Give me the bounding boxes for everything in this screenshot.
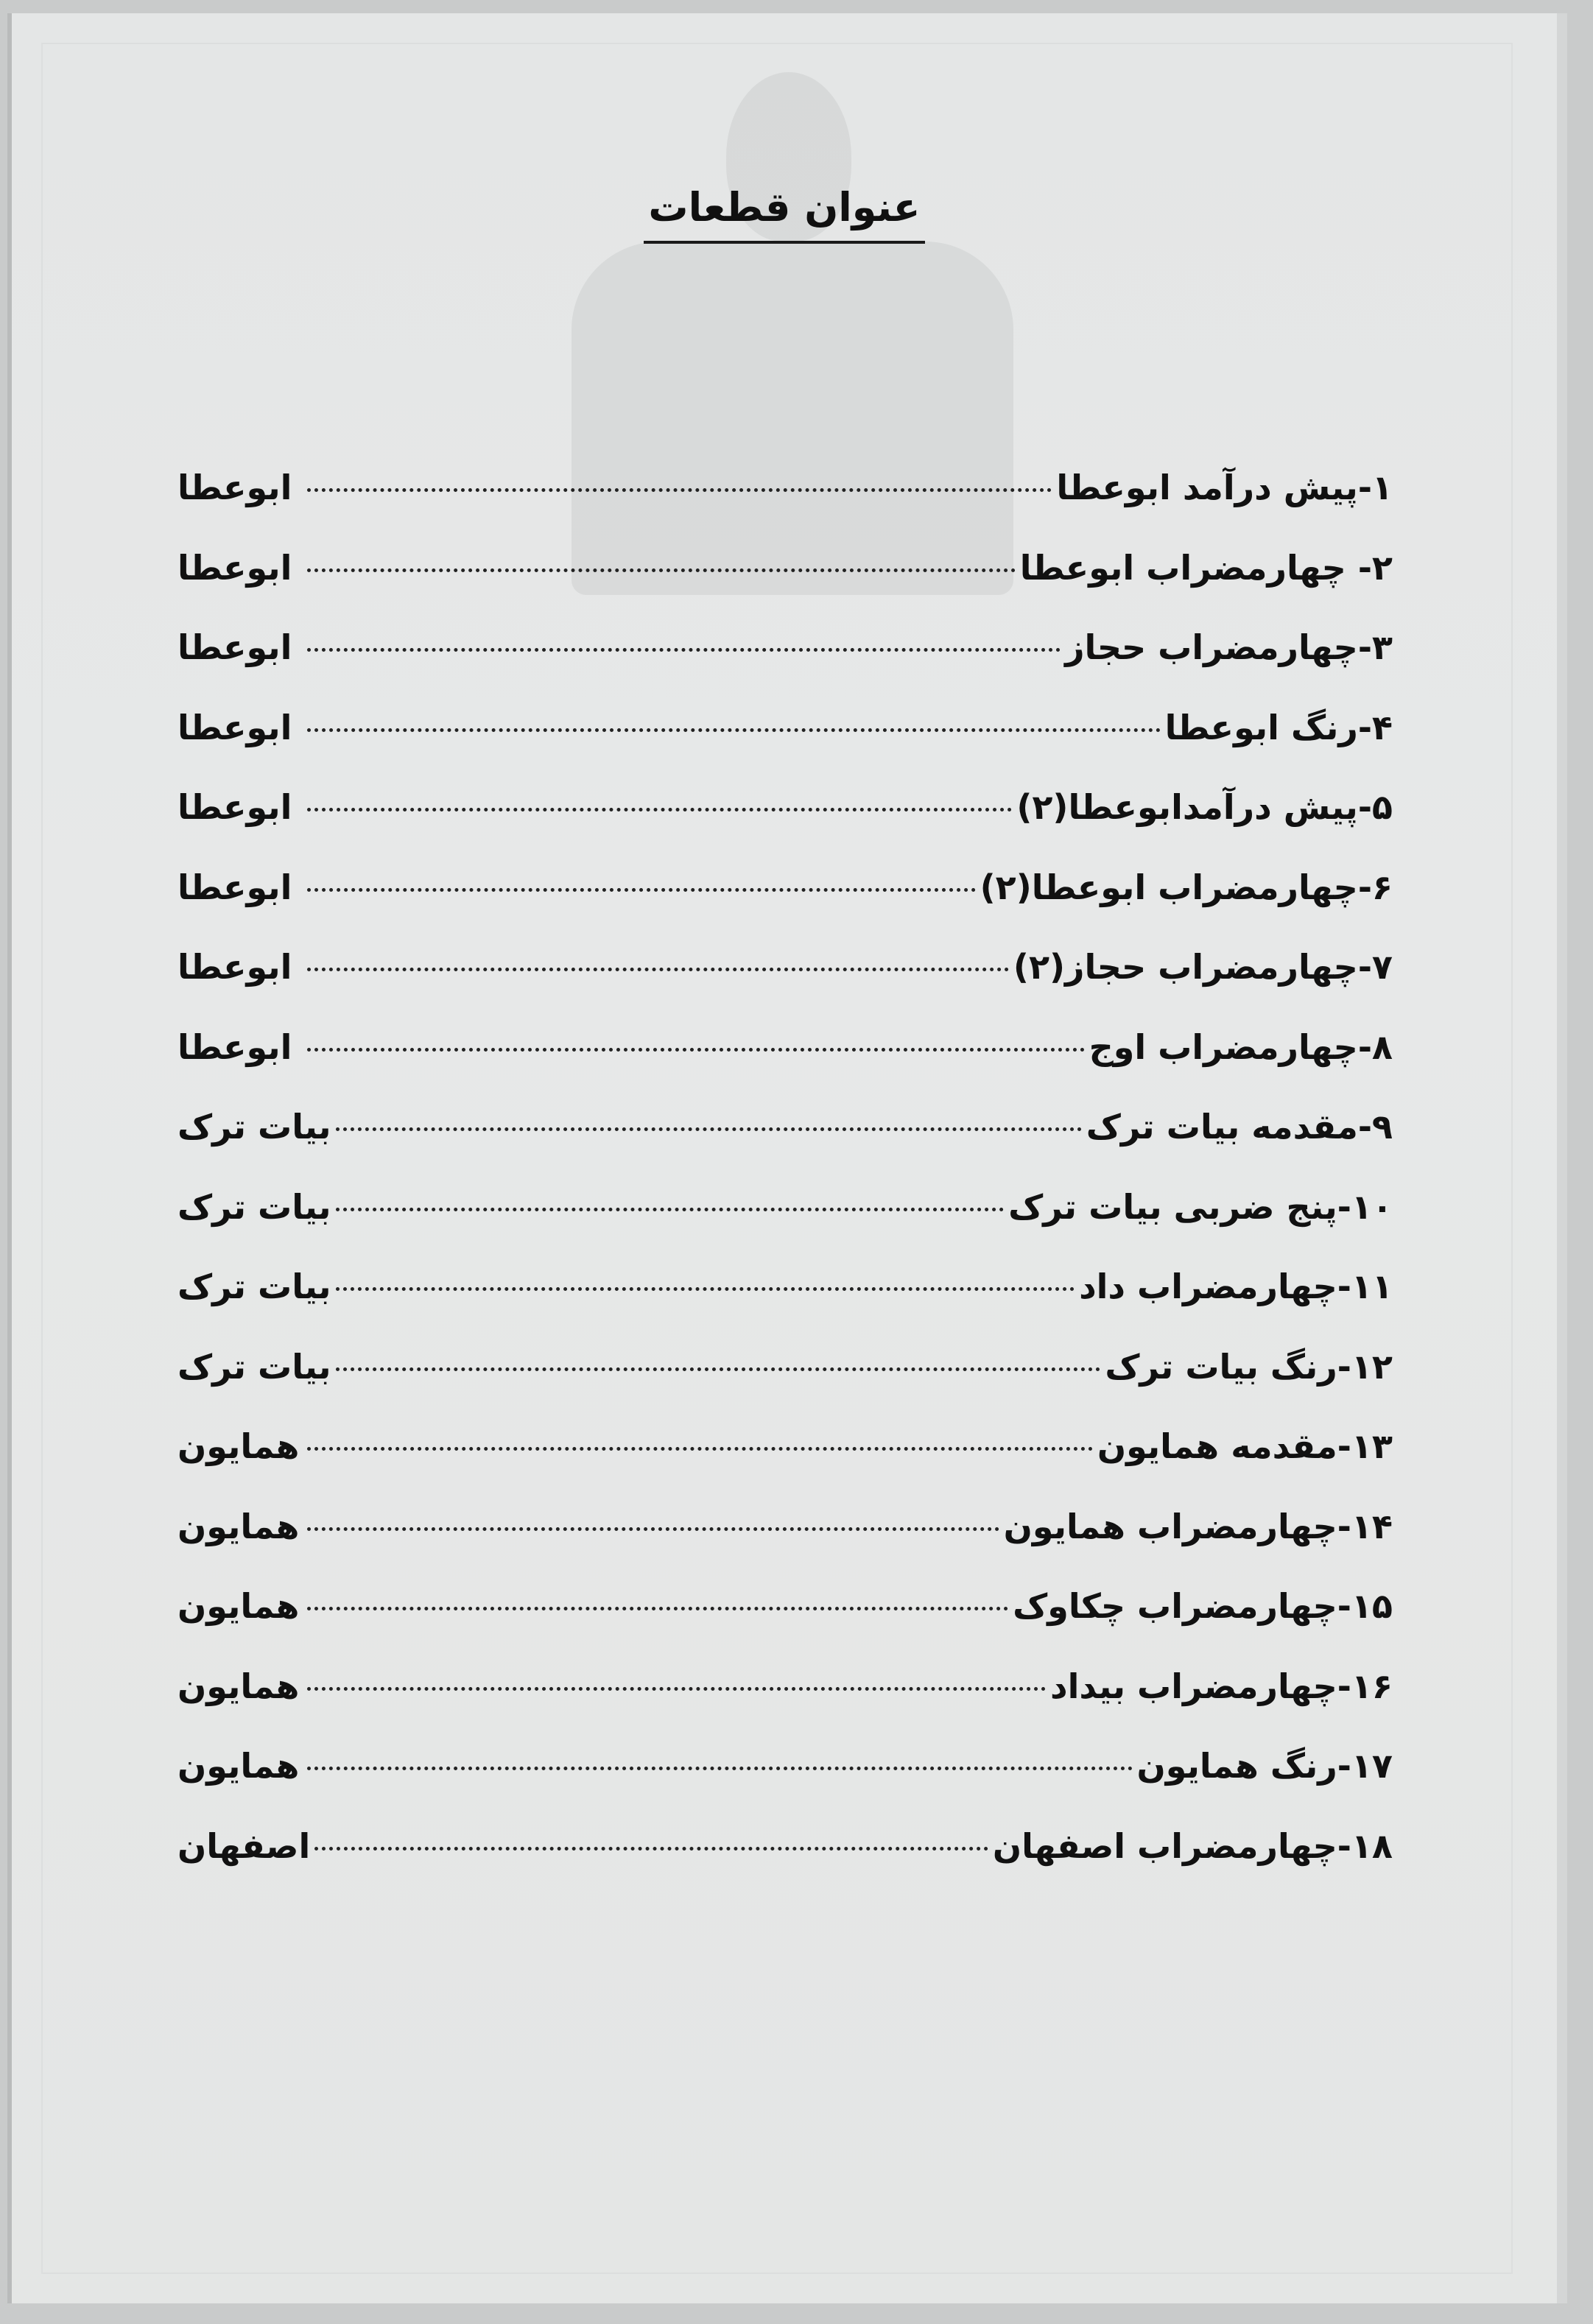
page-title-wrapper: [12, 184, 1557, 244]
piece-title: ۱۸-چهارمضراب اصفهان: [992, 1825, 1393, 1866]
dot-leader: [307, 888, 976, 892]
toc-row: [177, 688, 1393, 768]
piece-title: ۷-چهارمضراب حجاز(۲): [1013, 947, 1393, 987]
toc-row: [177, 1087, 1393, 1167]
dastgah-name: ابوعطا: [177, 787, 292, 827]
dastgah-name: ابوعطا: [177, 707, 292, 747]
toc-row: [177, 528, 1393, 608]
piece-title: ۱۶-چهارمضراب بیداد: [1050, 1666, 1393, 1706]
dastgah-name: ابوعطا: [177, 547, 292, 588]
dastgah-name: همایون: [177, 1666, 300, 1706]
piece-title: ۲- چهارمضراب ابوعطا: [1019, 547, 1393, 588]
toc-row: [177, 1806, 1393, 1887]
piece-title: ۱-پیش درآمد ابوعطا: [1056, 468, 1393, 507]
piece-title: ۶-چهارمضراب ابوعطا(۲): [980, 867, 1393, 907]
toc-row: [177, 1327, 1393, 1407]
toc-row: [177, 1167, 1393, 1247]
dot-leader: [336, 1287, 1075, 1291]
dastgah-name: بیات ترک: [177, 1186, 331, 1227]
dastgah-name: ابوعطا: [177, 947, 292, 987]
dastgah-name: ابوعطا: [177, 867, 292, 907]
toc-row: [177, 927, 1393, 1007]
dot-leader: [307, 1687, 1046, 1691]
piece-title: ۱۰-پنج ضربی بیات ترک: [1008, 1186, 1393, 1227]
dastgah-name: ابوعطا: [177, 468, 292, 507]
piece-title: ۱۳-مقدمه همایون: [1097, 1426, 1393, 1466]
dot-leader: [336, 1208, 1005, 1211]
dot-leader: [307, 1048, 1085, 1052]
toc-row: [177, 1406, 1393, 1487]
piece-title: ۱۴-چهارمضراب همایون: [1003, 1506, 1393, 1546]
toc-row: [177, 1726, 1393, 1806]
piece-title: ۹-مقدمه بیات ترک: [1086, 1107, 1393, 1147]
dot-leader: [307, 1527, 999, 1531]
dastgah-name: همایون: [177, 1506, 300, 1546]
piece-title: ۴-رنگ ابوعطا: [1164, 707, 1393, 747]
toc-row: [177, 767, 1393, 848]
dastgah-name: همایون: [177, 1746, 300, 1786]
dot-leader: [307, 488, 1052, 492]
dot-leader: [336, 1127, 1082, 1131]
toc-row: [177, 1647, 1393, 1727]
toc-row: [177, 608, 1393, 688]
dot-leader: [307, 808, 1012, 811]
piece-title: ۱۷-رنگ همایون: [1136, 1746, 1393, 1786]
table-of-contents: [177, 448, 1393, 1886]
toc-row: [177, 1487, 1393, 1567]
dot-leader: [336, 1367, 1101, 1371]
dastgah-name: ابوعطا: [177, 627, 292, 667]
toc-row: [177, 1566, 1393, 1647]
dot-leader: [314, 1847, 988, 1851]
piece-title: ۱۱-چهارمضراب داد: [1079, 1267, 1393, 1306]
dastgah-name: ابوعطا: [177, 1027, 292, 1067]
dot-leader: [307, 968, 1009, 971]
toc-row: [177, 1247, 1393, 1327]
dot-leader: [307, 568, 1016, 572]
toc-row: [177, 1007, 1393, 1088]
toc-row: [177, 448, 1393, 528]
piece-title: ۱۵-چهارمضراب چکاوک: [1013, 1586, 1393, 1626]
dastgah-name: همایون: [177, 1426, 300, 1466]
dastgah-name: بیات ترک: [177, 1107, 331, 1147]
piece-title: ۳-چهارمضراب حجاز: [1065, 627, 1393, 667]
dastgah-name: بیات ترک: [177, 1267, 331, 1306]
dot-leader: [307, 728, 1161, 732]
dot-leader: [307, 648, 1061, 652]
dot-leader: [307, 1447, 1093, 1451]
dot-leader: [307, 1607, 1008, 1610]
toc-row: [177, 848, 1393, 928]
piece-title: ۵-پیش درآمدابوعطا(۲): [1016, 787, 1393, 827]
piece-title: ۱۲-رنگ بیات ترک: [1105, 1346, 1393, 1387]
piece-title: ۸-چهارمضراب اوج: [1089, 1027, 1393, 1067]
page-title: عنوان قطعات: [644, 184, 924, 244]
dastgah-name: بیات ترک: [177, 1346, 331, 1387]
dastgah-name: همایون: [177, 1586, 300, 1626]
dot-leader: [307, 1767, 1133, 1770]
dastgah-name: اصفهان: [177, 1825, 311, 1866]
book-page: [7, 13, 1567, 2303]
